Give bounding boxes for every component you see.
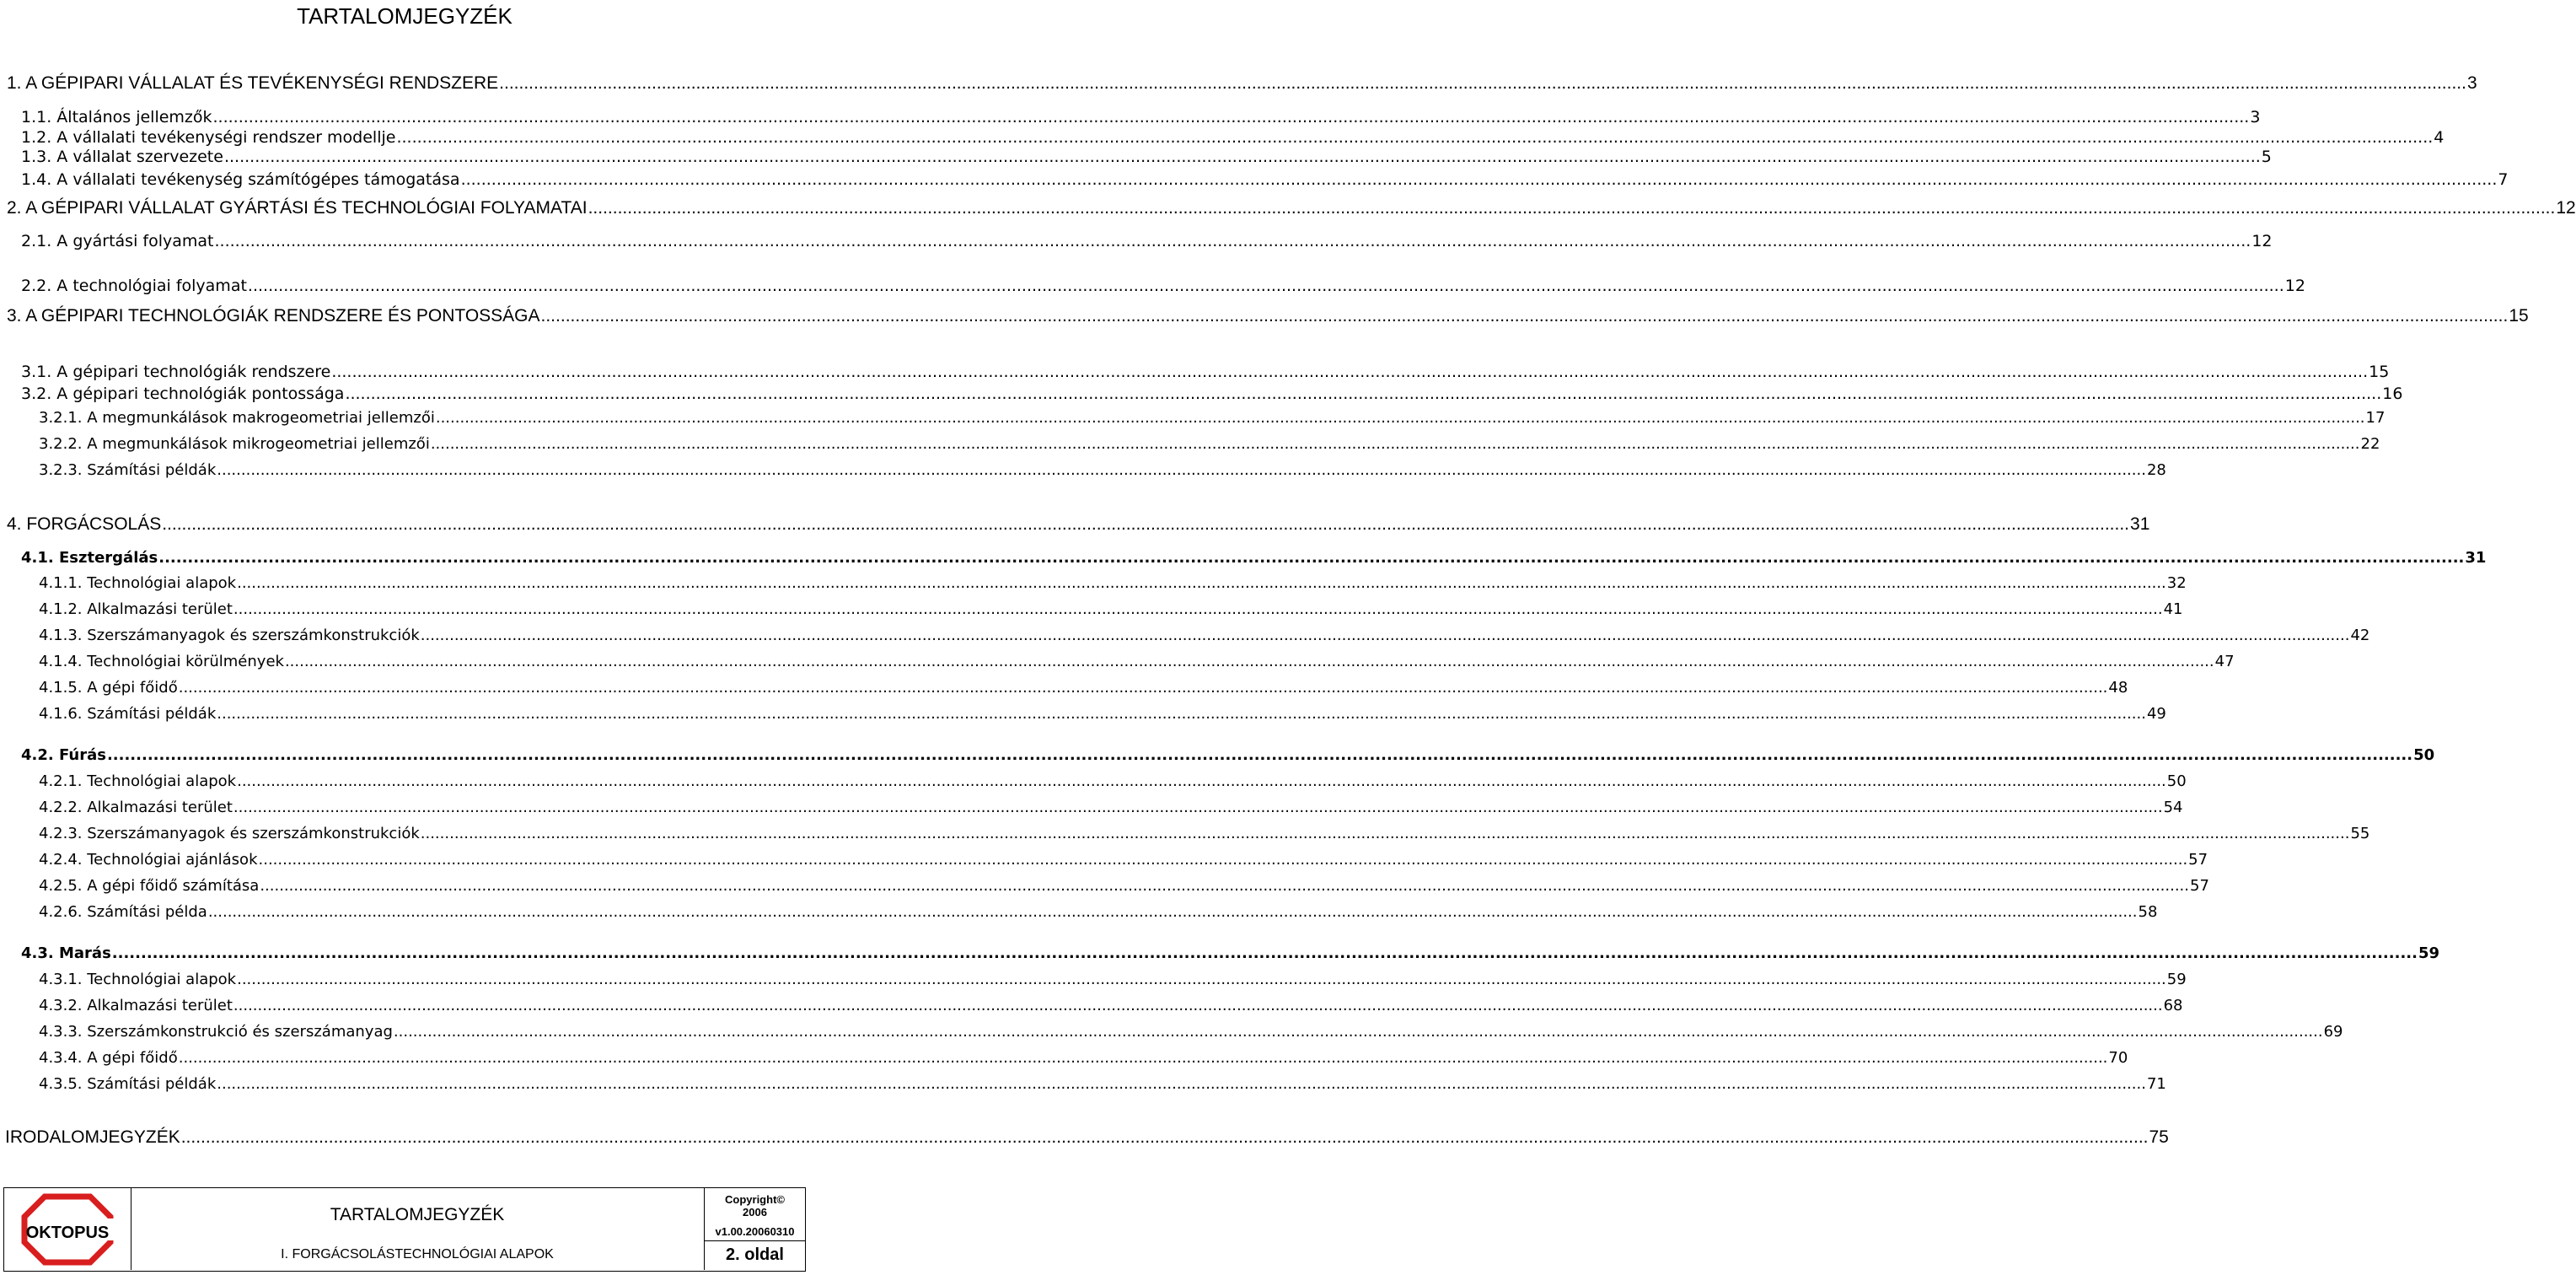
toc-entry[interactable]	[21, 169, 2509, 191]
footer-subtitle: I. FORGÁCSOLÁSTECHNOLÓGIAI ALAPOK	[281, 1247, 554, 1262]
toc-leader-dots: ................................................................................................................................................................................................................................................................................................................................................................................................................	[233, 799, 2163, 816]
toc-entry-page: 12	[2284, 277, 2305, 295]
toc-entry-page: 28	[2146, 461, 2166, 479]
toc-entry-page: 57	[2188, 851, 2208, 869]
toc-entry[interactable]	[7, 196, 2576, 220]
toc-entry-page: 57	[2190, 877, 2209, 895]
toc-entry-label: 1.4. A vállalati tevékenység számítógépes támogatása	[21, 170, 460, 189]
toc-entry-page: 32	[2166, 574, 2187, 592]
toc-leader-dots: ................................................................................................................................................................................................................................................................................................................................................................................................................	[162, 514, 2130, 534]
toc-leader-dots: ................................................................................................................................................................................................................................................................................................................................................................................................................	[284, 653, 2214, 670]
toc-entry[interactable]	[39, 969, 2187, 991]
footer-copyright	[705, 1193, 805, 1219]
toc-entry-page: 42	[2350, 627, 2370, 644]
toc-entry[interactable]	[7, 513, 2150, 536]
page-footer	[3, 1187, 806, 1272]
toc-entry[interactable]	[21, 106, 2261, 128]
toc-entry[interactable]	[39, 407, 2385, 429]
footer-page-number: 2. oldal	[726, 1245, 784, 1264]
toc-leader-dots: ................................................................................................................................................................................................................................................................................................................................................................................................................	[111, 944, 2418, 962]
toc-leader-dots: ................................................................................................................................................................................................................................................................................................................................................................................................................	[420, 825, 2350, 842]
toc-entry-label: 4.2. Fúrás	[21, 746, 106, 764]
toc-leader-dots: ................................................................................................................................................................................................................................................................................................................................................................................................................	[499, 73, 2466, 93]
toc-entry-page: 59	[2166, 971, 2187, 988]
toc-entry-label: 4.2.4. Technológiai ajánlások	[39, 851, 258, 869]
toc-entry-label: 3.2.3. Számítási példák	[39, 461, 217, 479]
toc-entry[interactable]	[39, 875, 2209, 897]
toc-entry-label: 1.1. Általános jellemzők	[21, 108, 212, 126]
footer-right	[704, 1188, 805, 1270]
toc-entry[interactable]	[7, 304, 2529, 328]
footer-title: TARTALOMJEGYZÉK	[330, 1205, 505, 1224]
toc-entry-page: 58	[2138, 903, 2158, 921]
toc-entry[interactable]	[39, 1047, 2128, 1069]
toc-entry[interactable]	[39, 703, 2166, 725]
toc-entry-page: 75	[2149, 1127, 2169, 1147]
footer-version: v1.00.20060310	[715, 1225, 795, 1238]
toc-entry-label: 4.3.2. Alkalmazási terület	[39, 997, 233, 1014]
toc-leader-dots: ................................................................................................................................................................................................................................................................................................................................................................................................................	[212, 108, 2250, 126]
toc-entry-label: 2. A GÉPIPARI VÁLLALAT GYÁRTÁSI ÉS TECHNOLÓGIAI FOLYAMATAI	[7, 198, 588, 218]
toc-entry-label: 4.1.4. Technológiai körülmények	[39, 653, 284, 670]
toc-entry-page: 70	[2108, 1049, 2128, 1067]
toc-leader-dots: ................................................................................................................................................................................................................................................................................................................................................................................................................	[345, 385, 2382, 403]
toc-entry-page: 31	[2130, 514, 2150, 534]
toc-entry-label: 3.2. A gépipari technológiák pontossága	[21, 385, 345, 403]
toc-entry-label: 2.2. A technológiai folyamat	[21, 277, 247, 295]
toc-entry-page: 50	[2166, 772, 2187, 790]
toc-entry[interactable]	[21, 383, 2403, 405]
toc-entry[interactable]	[21, 146, 2272, 168]
toc-leader-dots: ................................................................................................................................................................................................................................................................................................................................................................................................................	[214, 232, 2251, 250]
toc-entry[interactable]	[39, 901, 2158, 923]
toc-entry[interactable]	[39, 995, 2183, 1017]
footer-divider	[705, 1240, 805, 1241]
toc-entry[interactable]	[5, 1126, 2169, 1149]
toc-entry-page: 69	[2323, 1023, 2343, 1041]
toc-entry-label: 4.3. Marás	[21, 944, 111, 962]
toc-entry[interactable]	[39, 460, 2166, 481]
toc-leader-dots: ................................................................................................................................................................................................................................................................................................................................................................................................................	[180, 1127, 2149, 1147]
copyright-year: 2006	[743, 1206, 767, 1219]
toc-leader-dots: ................................................................................................................................................................................................................................................................................................................................................................................................................	[233, 600, 2163, 618]
toc-leader-dots: ................................................................................................................................................................................................................................................................................................................................................................................................................	[217, 461, 2146, 479]
toc-entry-page: 31	[2465, 549, 2487, 567]
toc-entry-label: 4.2.5. A gépi főidő számítása	[39, 877, 260, 895]
toc-entry-page: 59	[2418, 944, 2440, 962]
toc-entry[interactable]	[39, 1073, 2166, 1095]
toc-leader-dots: ................................................................................................................................................................................................................................................................................................................................................................................................................	[237, 971, 2166, 988]
toc-entry-label: 4.1.5. A gépi főidő	[39, 679, 178, 697]
toc-entry-page: 12	[2556, 198, 2576, 218]
toc-entry[interactable]	[21, 275, 2305, 297]
toc-entry-label: 1.3. A vállalat szervezete	[21, 148, 223, 166]
toc-entry-label: 4.3.3. Szerszámkonstrukció és szerszámanyag	[39, 1023, 393, 1041]
toc-entry[interactable]	[21, 943, 2440, 965]
toc-entry-page: 41	[2163, 600, 2183, 618]
toc-leader-dots: ................................................................................................................................................................................................................................................................................................................................................................................................................	[258, 851, 2188, 869]
toc-entry-page: 68	[2163, 997, 2183, 1014]
toc-entry-label: 4.1.6. Számítási példák	[39, 705, 217, 723]
toc-entry-page: 15	[2369, 363, 2390, 381]
toc-entry-page: 49	[2146, 705, 2166, 723]
page-title: TARTALOMJEGYZÉK	[297, 3, 513, 29]
toc-leader-dots: ................................................................................................................................................................................................................................................................................................................................................................................................................	[260, 877, 2189, 895]
toc-leader-dots: ................................................................................................................................................................................................................................................................................................................................................................................................................	[588, 198, 2556, 218]
toc-leader-dots: ................................................................................................................................................................................................................................................................................................................................................................................................................	[223, 148, 2261, 166]
footer-middle	[131, 1188, 704, 1270]
toc-leader-dots: ................................................................................................................................................................................................................................................................................................................................................................................................................	[460, 170, 2498, 189]
toc-entry-label: 1.2. A vállalati tevékenységi rendszer modellje	[21, 128, 396, 147]
toc-entry-page: 50	[2413, 746, 2435, 764]
toc-leader-dots: ................................................................................................................................................................................................................................................................................................................................................................................................................	[207, 903, 2138, 921]
toc-entry-label: 3.2.1. A megmunkálások makrogeometriai jellemzői	[39, 409, 435, 427]
toc-entry[interactable]	[39, 1021, 2343, 1043]
footer-logo-cell	[4, 1188, 131, 1270]
toc-leader-dots: ................................................................................................................................................................................................................................................................................................................................................................................................................	[217, 705, 2146, 723]
toc-entry-label: 4. FORGÁCSOLÁS	[7, 514, 162, 534]
toc-entry[interactable]	[39, 651, 2235, 673]
toc-leader-dots: ................................................................................................................................................................................................................................................................................................................................................................................................................	[247, 277, 2284, 295]
toc-entry-page: 7	[2498, 170, 2509, 189]
toc-entry[interactable]	[39, 625, 2370, 647]
toc-entry-page: 15	[2509, 306, 2529, 325]
toc-entry-label: 2.1. A gyártási folyamat	[21, 232, 214, 250]
toc-entry-label: 4.1.1. Technológiai alapok	[39, 574, 237, 592]
toc-entry[interactable]	[21, 361, 2390, 383]
toc-entry[interactable]	[39, 677, 2128, 699]
toc-leader-dots: ................................................................................................................................................................................................................................................................................................................................................................................................................	[178, 679, 2108, 697]
toc-entry-label: 4.1.3. Szerszámanyagok és szerszámkonstrukciók	[39, 627, 420, 644]
toc-leader-dots: ................................................................................................................................................................................................................................................................................................................................................................................................................	[396, 128, 2434, 147]
toc-entry[interactable]	[39, 849, 2208, 871]
toc-entry-label: 4.2.6. Számítási példa	[39, 903, 207, 921]
toc-entry[interactable]	[39, 573, 2187, 594]
toc-leader-dots: ................................................................................................................................................................................................................................................................................................................................................................................................................	[158, 549, 2465, 567]
toc-leader-dots: ................................................................................................................................................................................................................................................................................................................................................................................................................	[540, 306, 2509, 325]
toc-entry-page: 12	[2251, 232, 2273, 250]
toc-entry[interactable]	[7, 72, 2477, 95]
copyright-text: Copyright©	[725, 1193, 785, 1206]
toc-entry-page: 22	[2360, 435, 2380, 453]
toc-leader-dots: ................................................................................................................................................................................................................................................................................................................................................................................................................	[435, 409, 2365, 427]
toc-entry[interactable]	[21, 745, 2435, 767]
toc-leader-dots: ................................................................................................................................................................................................................................................................................................................................................................................................................	[237, 574, 2166, 592]
toc-entry-label: 4.3.1. Technológiai alapok	[39, 971, 237, 988]
toc-entry-label: 4.3.5. Számítási példák	[39, 1075, 217, 1093]
toc-entry-page: 4	[2434, 128, 2445, 147]
toc-entry[interactable]	[39, 797, 2183, 819]
toc-entry-label: 1. A GÉPIPARI VÁLLALAT ÉS TEVÉKENYSÉGI RENDSZERE	[7, 73, 499, 93]
toc-entry-label: 4.2.2. Alkalmazási terület	[39, 799, 233, 816]
toc-entry-label: 3.1. A gépipari technológiák rendszere	[21, 363, 331, 381]
toc-entry-page: 48	[2108, 679, 2128, 697]
toc-entry[interactable]	[39, 433, 2380, 455]
toc-entry-label: 4.1.2. Alkalmazási terület	[39, 600, 233, 618]
toc-entry-page: 55	[2350, 825, 2370, 842]
toc-entry[interactable]	[39, 823, 2370, 845]
toc-entry-page: 16	[2382, 385, 2403, 403]
toc-leader-dots: ................................................................................................................................................................................................................................................................................................................................................................................................................	[237, 772, 2166, 790]
toc-entry-label: 4.2.3. Szerszámanyagok és szerszámkonstrukciók	[39, 825, 420, 842]
toc-leader-dots: ................................................................................................................................................................................................................................................................................................................................................................................................................	[430, 435, 2360, 453]
toc-entry[interactable]	[39, 771, 2187, 793]
toc-entry-page: 71	[2146, 1075, 2166, 1093]
toc-entry-page: 3	[2466, 73, 2477, 93]
toc-leader-dots: ................................................................................................................................................................................................................................................................................................................................................................................................................	[217, 1075, 2146, 1093]
toc-entry-label: 3.2.2. A megmunkálások mikrogeometriai jellemzői	[39, 435, 430, 453]
toc-leader-dots: ................................................................................................................................................................................................................................................................................................................................................................................................................	[106, 746, 2413, 764]
toc-entry[interactable]	[21, 547, 2487, 569]
toc-entry[interactable]	[21, 230, 2273, 252]
toc-entry-page: 47	[2214, 653, 2235, 670]
toc-entry-label: 4.2.1. Technológiai alapok	[39, 772, 237, 790]
toc-entry-label: 4.3.4. A gépi főidő	[39, 1049, 178, 1067]
toc-leader-dots: ................................................................................................................................................................................................................................................................................................................................................................................................................	[420, 627, 2350, 644]
toc-leader-dots: ................................................................................................................................................................................................................................................................................................................................................................................................................	[233, 997, 2163, 1014]
toc-leader-dots: ................................................................................................................................................................................................................................................................................................................................................................................................................	[178, 1049, 2108, 1067]
logo-text: OKTOPUS	[25, 1224, 110, 1242]
toc-entry-page: 17	[2365, 409, 2385, 427]
toc-entry-page: 3	[2250, 108, 2261, 126]
toc-entry-label: 3. A GÉPIPARI TECHNOLÓGIÁK RENDSZERE ÉS PONTOSSÁGA	[7, 306, 540, 325]
toc-entry-label: 4.1. Esztergálás	[21, 549, 158, 567]
toc-leader-dots: ................................................................................................................................................................................................................................................................................................................................................................................................................	[331, 363, 2369, 381]
toc-entry-page: 5	[2261, 148, 2272, 166]
toc-entry[interactable]	[39, 599, 2183, 621]
toc-entry-label: IRODALOMJEGYZÉK	[5, 1127, 180, 1147]
toc-entry-page: 54	[2163, 799, 2183, 816]
toc-leader-dots: ................................................................................................................................................................................................................................................................................................................................................................................................................	[393, 1023, 2323, 1041]
